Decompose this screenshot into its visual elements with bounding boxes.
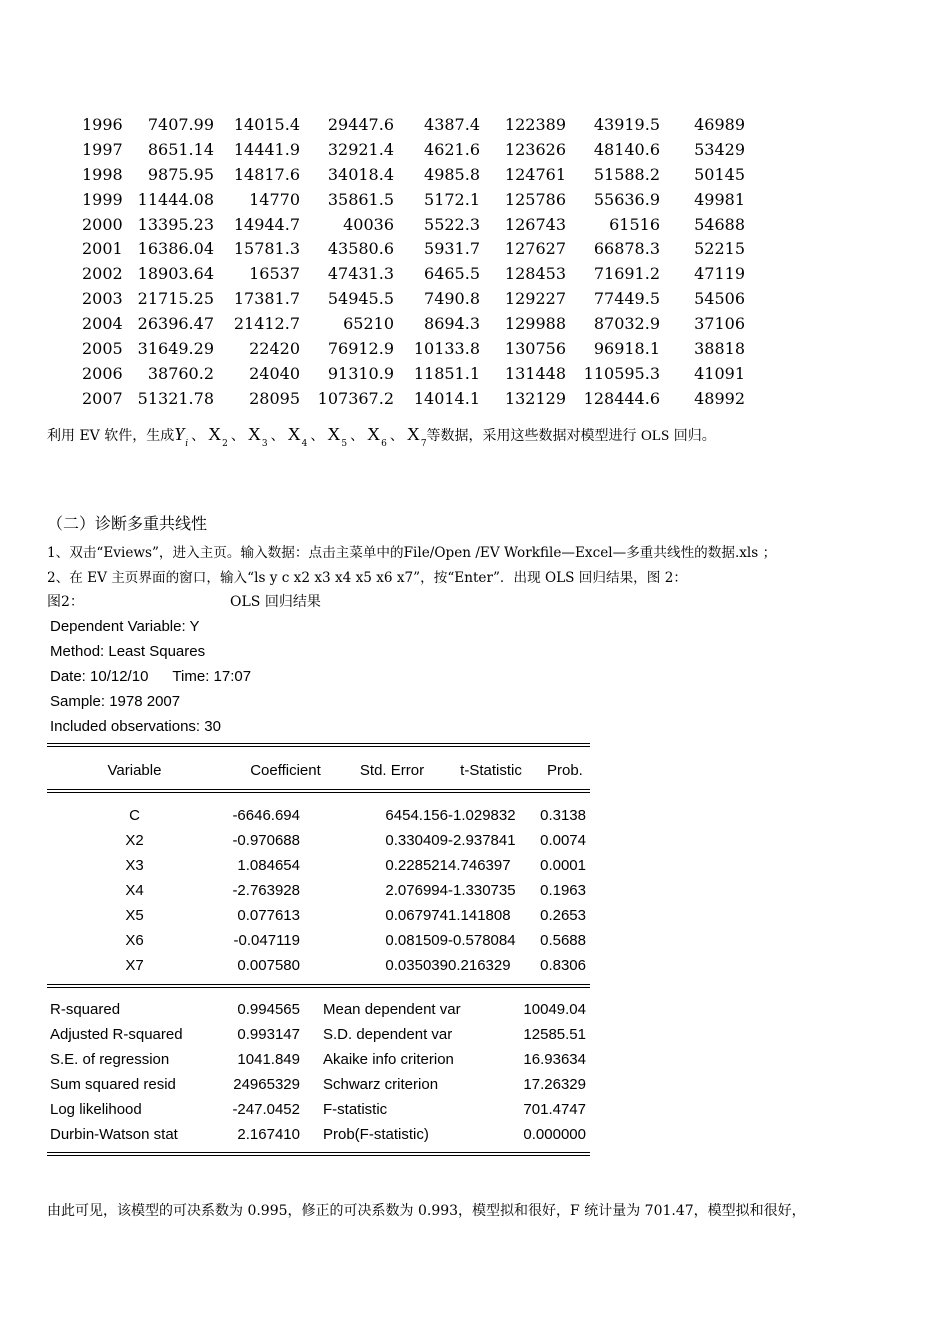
figure-caption: [47, 591, 321, 611]
separator: 、: [350, 428, 365, 444]
value-cell: 5931.7: [424, 239, 480, 259]
prob-value: 0.1963: [540, 882, 586, 899]
std-error-value: 2.076994: [385, 882, 448, 899]
table-row: [72, 137, 745, 162]
value-cell: 14817.6: [233, 164, 300, 184]
coefficient-row: [47, 803, 590, 828]
stat-row: [47, 1047, 590, 1072]
coefficient-row: [47, 878, 590, 903]
x-subscript: 3: [261, 439, 268, 449]
x-subscript: 4: [301, 439, 308, 449]
header-std-error: Std. Error: [359, 762, 425, 779]
estimation-method: Method: Least Squares: [50, 643, 206, 660]
year-cell: 2005: [82, 338, 123, 358]
coefficient-value: 1.084654: [237, 857, 300, 874]
value-cell: 18903.64: [137, 264, 214, 284]
value-cell: 15781.3: [233, 239, 300, 259]
table-row: [72, 386, 745, 411]
x-subscript: 2: [222, 439, 228, 449]
value-cell: 46989: [694, 114, 745, 134]
value-cell: 38818: [694, 338, 745, 358]
value-cell: 21715.25: [137, 289, 214, 309]
value-cell: 8694.3: [424, 314, 480, 334]
stat-label: S.D. dependent var: [323, 1026, 453, 1043]
t-statistic-value: -1.029832: [448, 807, 516, 824]
value-cell: 47431.3: [327, 264, 394, 284]
value-cell: 4387.4: [424, 114, 480, 134]
value-cell: 9875.95: [147, 164, 214, 184]
value-cell: 11851.1: [413, 363, 480, 383]
value-cell: 65210: [343, 314, 394, 334]
value-cell: 128453: [504, 264, 566, 284]
value-cell: 124761: [504, 164, 566, 184]
stat-value: 24965329: [233, 1076, 300, 1093]
included-observations: Included observations: 30: [50, 718, 221, 735]
stat-value: 0.000000: [523, 1126, 586, 1143]
stat-label: Sum squared resid: [50, 1076, 176, 1093]
value-cell: 16386.04: [137, 239, 214, 259]
x-variable: X: [208, 424, 222, 444]
table-bottom-rule: [47, 1152, 590, 1153]
stat-value: 16.93634: [523, 1051, 586, 1068]
table-row: [72, 361, 745, 386]
table-top-rule-double: [47, 746, 590, 747]
year-cell: 2007: [82, 388, 123, 408]
stat-row: [47, 1122, 590, 1147]
step-1-text: 1、双击“Eviews”，进入主页。输入数据：点击主菜单中的File/Open /EV Workfile—Excel—多重共线性的数据.xls ；: [47, 545, 777, 561]
variable-name: C: [129, 807, 140, 824]
value-cell: 17381.7: [233, 289, 300, 309]
value-cell: 128444.6: [583, 388, 660, 408]
value-cell: 32921.4: [327, 139, 394, 159]
table-row: [72, 212, 745, 237]
stat-label: Prob(F-statistic): [323, 1126, 429, 1143]
t-statistic-value: -0.578084: [448, 932, 516, 949]
stat-value: 0.993147: [237, 1026, 300, 1043]
value-cell: 16537: [249, 264, 300, 284]
value-cell: 122389: [504, 114, 566, 134]
coefficient-value: -0.970688: [232, 832, 300, 849]
figure-title: OLS 回归结果: [230, 594, 321, 610]
stat-label: Durbin-Watson stat: [50, 1126, 178, 1143]
value-cell: 28095: [249, 388, 300, 408]
x-variable: X: [367, 424, 381, 444]
separator: 、: [230, 428, 245, 444]
header-bottom-rule-double: [47, 792, 590, 793]
header-t-statistic: t-Statistic: [460, 762, 522, 779]
stat-row: [47, 1022, 590, 1047]
value-cell: 43919.5: [593, 114, 660, 134]
separator: 、: [191, 428, 206, 444]
stat-row: [47, 1072, 590, 1097]
value-cell: 14944.7: [233, 214, 300, 234]
coefficient-value: 0.007580: [237, 957, 300, 974]
generate-suffix-end: 回归。: [669, 428, 716, 444]
value-cell: 7490.8: [424, 289, 480, 309]
value-cell: 127627: [504, 239, 566, 259]
variable-name: X2: [125, 832, 144, 849]
data-table: [72, 112, 745, 411]
coef-bottom-rule: [47, 984, 590, 985]
table-row: [72, 236, 745, 261]
x-subscript: 6: [381, 439, 387, 449]
value-cell: 31649.29: [137, 338, 214, 358]
value-cell: 51588.2: [593, 164, 660, 184]
value-cell: 54688: [694, 214, 745, 234]
year-cell: 2004: [82, 314, 123, 334]
eviews-header: [50, 614, 251, 739]
prob-value: 0.0001: [540, 857, 586, 874]
ols-text: OLS: [641, 428, 670, 444]
table-top-rule: [47, 743, 590, 744]
variable-name: X7: [125, 957, 144, 974]
t-statistic-value: 0.216329: [448, 957, 511, 974]
estimation-time: Time: 17:07: [172, 668, 252, 685]
coefficient-value: -0.047119: [233, 932, 300, 949]
value-cell: 123626: [504, 139, 566, 159]
value-cell: 10133.8: [413, 338, 480, 358]
separator: 、: [270, 428, 285, 444]
stat-value: 17.26329: [523, 1076, 586, 1093]
stat-label: F-statistic: [323, 1101, 388, 1118]
coefficient-value: -6646.694: [232, 807, 300, 824]
t-statistic-value: -1.330735: [448, 882, 516, 899]
value-cell: 96918.1: [593, 338, 660, 358]
value-cell: 29447.6: [327, 114, 394, 134]
value-cell: 24040: [249, 363, 300, 383]
dependent-variable: Dependent Variable: Y: [50, 618, 200, 635]
date-time-line: [50, 664, 251, 689]
value-cell: 8651.14: [147, 139, 214, 159]
value-cell: 50145: [694, 164, 745, 184]
section-title: （二）诊断多重共线性: [47, 514, 208, 533]
value-cell: 41091: [694, 363, 745, 383]
value-cell: 52215: [694, 239, 745, 259]
year-cell: 2002: [82, 264, 123, 284]
value-cell: 107367.2: [317, 388, 394, 408]
value-cell: 6465.5: [424, 264, 480, 284]
value-cell: 131448: [504, 363, 566, 383]
stat-value: 1041.849: [237, 1051, 300, 1068]
prob-value: 0.5688: [540, 932, 586, 949]
value-cell: 49981: [694, 189, 745, 209]
variable-name: X3: [125, 857, 144, 874]
estimation-date: Date: 10/12/10: [50, 668, 149, 685]
value-cell: 54506: [694, 289, 745, 309]
variable-name: X6: [125, 932, 144, 949]
stat-value: 10049.04: [523, 1001, 586, 1018]
coefficient-value: 0.077613: [237, 907, 300, 924]
stat-value: 2.167410: [237, 1126, 300, 1143]
year-cell: 2000: [82, 214, 123, 234]
generate-prefix: 利用 EV 软件，生成: [47, 428, 175, 444]
header-bottom-rule: [47, 789, 590, 790]
coefficient-rows: [47, 803, 590, 978]
x-subscript: 5: [341, 439, 348, 449]
stat-label: Akaike info criterion: [323, 1051, 454, 1068]
x-variable: X: [247, 424, 261, 444]
x-variable: X: [406, 424, 420, 444]
figure-label: 图2：: [47, 594, 84, 610]
std-error-value: 0.228521: [385, 857, 448, 874]
value-cell: 91310.9: [327, 363, 394, 383]
summary-statistics: [47, 997, 590, 1147]
value-cell: 35861.5: [327, 189, 394, 209]
coefficient-row: [47, 928, 590, 953]
y-subscript: i: [185, 439, 189, 449]
value-cell: 4985.8: [424, 164, 480, 184]
coef-bottom-rule-double: [47, 987, 590, 988]
t-statistic-value: -2.937841: [448, 832, 516, 849]
coefficient-header-row: [47, 758, 590, 783]
stat-row: [47, 997, 590, 1022]
stat-label: R-squared: [50, 1001, 121, 1018]
year-cell: 1997: [82, 139, 123, 159]
value-cell: 4621.6: [424, 139, 480, 159]
header-prob: Prob.: [547, 762, 583, 779]
separator: 、: [389, 428, 404, 444]
value-cell: 11444.08: [137, 189, 214, 209]
table-row: [72, 336, 745, 361]
sample-range: Sample: 1978 2007: [50, 693, 181, 710]
t-statistic-value: 1.141808: [448, 907, 511, 924]
value-cell: 5172.1: [424, 189, 480, 209]
coefficient-row: [47, 953, 590, 978]
table-row: [72, 286, 745, 311]
year-cell: 2006: [82, 363, 123, 383]
value-cell: 47119: [694, 264, 745, 284]
value-cell: 71691.2: [593, 264, 660, 284]
value-cell: 13395.23: [137, 214, 214, 234]
y-variable: Y: [174, 424, 185, 444]
coefficient-row: [47, 828, 590, 853]
value-cell: 14441.9: [233, 139, 300, 159]
stat-value: 0.994565: [237, 1001, 300, 1018]
year-cell: 1996: [82, 114, 123, 134]
value-cell: 77449.5: [593, 289, 660, 309]
table-row: [72, 187, 745, 212]
value-cell: 129227: [504, 289, 566, 309]
header-variable: Variable: [107, 762, 162, 779]
year-cell: 1998: [82, 164, 123, 184]
stat-label: Adjusted R-squared: [50, 1026, 183, 1043]
value-cell: 132129: [504, 388, 566, 408]
value-cell: 43580.6: [327, 239, 394, 259]
coefficient-value: -2.763928: [232, 882, 300, 899]
prob-value: 0.2653: [540, 907, 586, 924]
generate-suffix: 等数据，采用这些数据对模型进行: [426, 428, 641, 444]
separator: 、: [310, 428, 325, 444]
stat-value: -247.0452: [232, 1101, 300, 1118]
prob-value: 0.0074: [540, 832, 586, 849]
value-cell: 48992: [694, 388, 745, 408]
value-cell: 125786: [504, 189, 566, 209]
value-cell: 40036: [343, 214, 394, 234]
value-cell: 87032.9: [593, 314, 660, 334]
stat-label: Log likelihood: [50, 1101, 142, 1118]
header-coefficient: Coefficient: [250, 762, 321, 779]
t-statistic-value: 4.746397: [448, 857, 511, 874]
value-cell: 130756: [504, 338, 566, 358]
value-cell: 48140.6: [593, 139, 660, 159]
value-cell: 34018.4: [327, 164, 394, 184]
value-cell: 26396.47: [137, 314, 214, 334]
value-cell: 55636.9: [593, 189, 660, 209]
value-cell: 76912.9: [327, 338, 394, 358]
value-cell: 66878.3: [593, 239, 660, 259]
value-cell: 14770: [249, 189, 300, 209]
stat-value: 701.4747: [523, 1101, 586, 1118]
std-error-value: 0.081509: [385, 932, 448, 949]
year-cell: 1999: [82, 189, 123, 209]
generate-variables-line: [47, 424, 716, 449]
value-cell: 21412.7: [233, 314, 300, 334]
value-cell: 37106: [694, 314, 745, 334]
value-cell: 61516: [609, 214, 660, 234]
value-cell: 129988: [504, 314, 566, 334]
value-cell: 110595.3: [583, 363, 660, 383]
value-cell: 14014.1: [413, 388, 480, 408]
value-cell: 7407.99: [147, 114, 214, 134]
table-row: [72, 112, 745, 137]
x-subscript: 7: [420, 439, 427, 449]
value-cell: 38760.2: [147, 363, 214, 383]
value-cell: 51321.78: [137, 388, 214, 408]
value-cell: 126743: [504, 214, 566, 234]
variable-name: X4: [125, 882, 144, 899]
variable-name: X5: [125, 907, 144, 924]
year-cell: 2003: [82, 289, 123, 309]
stat-label: Schwarz criterion: [323, 1076, 439, 1093]
std-error-value: 0.067974: [385, 907, 448, 924]
coefficient-row: [47, 853, 590, 878]
std-error-value: 0.035039: [385, 957, 448, 974]
stat-row: [47, 1097, 590, 1122]
year-cell: 2001: [82, 239, 123, 259]
x-variable: X: [287, 424, 301, 444]
table-row: [72, 311, 745, 336]
stat-label: Mean dependent var: [323, 1001, 461, 1018]
x-variable: X: [327, 424, 341, 444]
table-row: [72, 162, 745, 187]
step-2-text: 2、在 EV 主页界面的窗口，输入“ls y c x2 x3 x4 x5 x6 x7”，按“Enter”．出现 OLS 回归结果，图 2：: [47, 570, 687, 586]
value-cell: 54945.5: [327, 289, 394, 309]
prob-value: 0.8306: [540, 957, 586, 974]
value-cell: 14015.4: [233, 114, 300, 134]
std-error-value: 0.330409: [385, 832, 448, 849]
prob-value: 0.3138: [540, 807, 586, 824]
value-cell: 53429: [694, 139, 745, 159]
std-error-value: 6454.156: [385, 807, 448, 824]
value-cell: 5522.3: [424, 214, 480, 234]
coefficient-row: [47, 903, 590, 928]
stat-value: 12585.51: [523, 1026, 586, 1043]
stat-label: S.E. of regression: [50, 1051, 170, 1068]
table-bottom-rule-double: [47, 1155, 590, 1156]
conclusion-text: 由此可见，该模型的可决系数为 0.995，修正的可决系数为 0.993，模型拟和很好，F 统计量为 701.47，模型拟和很好，: [47, 1203, 806, 1219]
table-row: [72, 261, 745, 286]
value-cell: 22420: [249, 338, 300, 358]
